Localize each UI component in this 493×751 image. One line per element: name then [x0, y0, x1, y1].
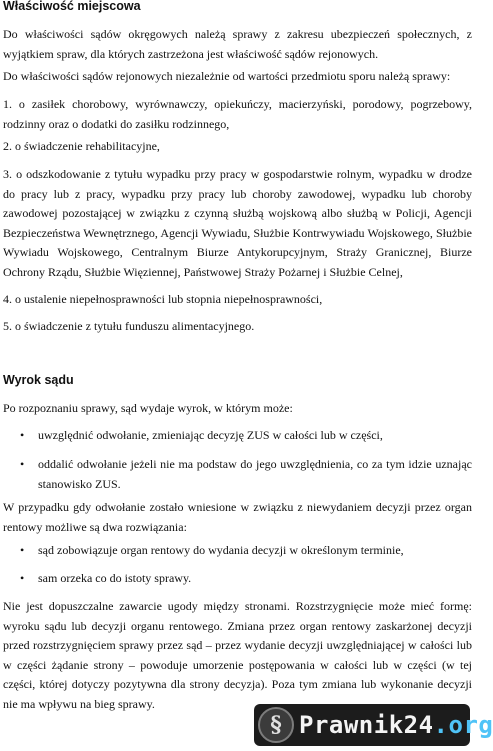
- heading-wyrok-sadu: Wyrok sądu: [3, 373, 74, 387]
- bullet-item-zobowiazuje: sąd zobowiązuje organ rentowy do wydania decyzji w określonym terminie,: [38, 543, 404, 557]
- paragraph-sady-rejonowe: Do właściwości sądów rejonowych niezależnie od wartości przedmiotu sporu należą sprawy:: [3, 69, 451, 83]
- watermark-name: Prawnik24: [299, 711, 434, 739]
- list-item-1: 1. o zasiłek chorobowy, wyrównawczy, opiekuńczy, macierzyński, porodowy, pogrzebowy, rodzinny oraz o dodatki do zasiłku rodzinnego,: [3, 97, 472, 131]
- list-item-2: 2. o świadczenie rehabilitacyjne,: [3, 139, 160, 153]
- watermark-tld: .org: [433, 711, 493, 739]
- list-item-3: 3. o odszkodowanie z tytułu wypadku przy pracy w gospodarstwie rolnym, wypadku w drodze do pracy lub z pracy, wypadku przy pracy lub choroby zawodowej, wypadku lub choroby zawodowej pozostającej w związku z czynną służbą wojskową albo służbą w Policji, Agencji Bezpieczeństwa Wewnętrznego, Agencji Wywiadu, Służbie Kontrwywiadu Wojskowego, Służbie Wywiadu Wojskowego, Centralnym Biurze Antykorupcyjnym, Straży Granicznej, Biurze Ochrony Rządu, Służbie Więziennej, Państwowej Straży Pożarnej i Służbie Celnej,: [3, 167, 472, 279]
- bullet-icon: •: [20, 428, 25, 442]
- paragraph-sady-okregowe: Do właściwości sądów okręgowych należą sprawy z zakresu ubezpieczeń społecznych, z wyjątkiem spraw, dla których zastrzeżona jest właściwość sądów rejonowych.: [3, 27, 472, 61]
- list-item-5: 5. o świadczenie z tytułu funduszu alimentacyjnego.: [3, 319, 255, 333]
- bullet-icon: •: [20, 543, 25, 557]
- list-item-4: 4. o ustalenie niepełnosprawności lub stopnia niepełnosprawności,: [3, 292, 323, 306]
- paragraph-icon: §: [258, 707, 294, 743]
- bullet-item-oddalic: oddalić odwołanie jeżeli nie ma podstaw do jego uwzględnienia, co za tym idzie uznając stanowisko ZUS.: [38, 457, 472, 491]
- paragraph-dwa-rozwiazania: W przypadku gdy odwołanie zostało wniesione w związku z niewydaniem decyzji przez organ rentowy możliwe są dwa rozwiązania:: [3, 500, 472, 534]
- paragraph-wyrok-intro: Po rozpoznaniu sprawy, sąd wydaje wyrok, w którym może:: [3, 401, 293, 415]
- paragraph-ugoda: Nie jest dopuszczalne zawarcie ugody między stronami. Rozstrzygnięcie może mieć formę: wyroku sądu lub decyzji organu rentowego. Zmiana przez organ rentowy zaskarżonej decyzji przed rozstrzygnięciem sprawy przez sąd – przez wydanie decyzji uwzględniającej w całości lub w części żądanie strony – powoduje umorzenie postępowania w całości lub w części (w tej części, której dotyczy pozytywna dla strony decyzja). Poza tym zmiana lub wykonanie decyzji nie ma wpływu na bieg sprawy.: [3, 599, 472, 711]
- heading-wlasciwosc-miejscowa: Właściwość miejscowa: [3, 0, 141, 13]
- bullet-icon: •: [20, 571, 25, 585]
- bullet-item-uwzglednic: uwzględnić odwołanie, zmieniając decyzję ZUS w całości lub w części,: [38, 428, 383, 442]
- bullet-icon: •: [20, 457, 25, 471]
- bullet-item-sam-orzeka: sam orzeka co do istoty sprawy.: [38, 571, 192, 585]
- watermark-logo-text[interactable]: [299, 711, 493, 739]
